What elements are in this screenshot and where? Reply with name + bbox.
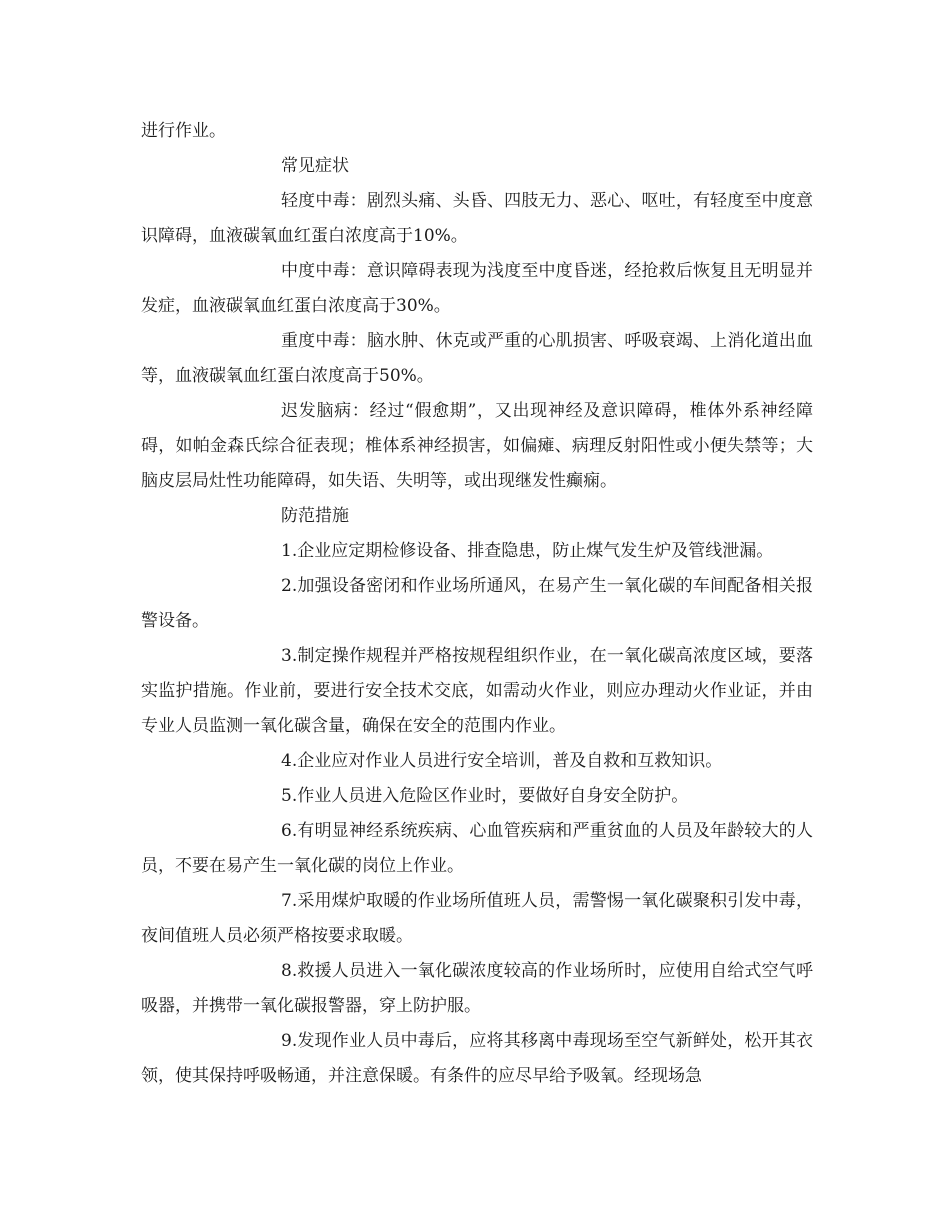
document-body bbox=[141, 114, 813, 1094]
section-heading-prevention: 防范措施 bbox=[281, 506, 349, 526]
paragraph-moderate-poisoning: 中度中毒：意识障碍表现为浅度至中度昏迷，经抢救后恢复且无明显并发症，血液碳氧血红蛋白浓度高于30%。 bbox=[141, 261, 813, 316]
prevention-item-2: 2.加强设备密闭和作业场所通风，在易产生一氧化碳的车间配备相关报警设备。 bbox=[141, 576, 813, 631]
paragraph-mild-poisoning: 轻度中毒：剧烈头痛、头昏、四肢无力、恶心、呕吐，有轻度至中度意识障碍，血液碳氧血红蛋白浓度高于10%。 bbox=[141, 191, 813, 246]
paragraph-delayed-encephalopathy: 迟发脑病：经过“假愈期”，又出现神经及意识障碍，椎体外系神经障碍，如帕金森氏综合征表现；椎体系神经损害，如偏瘫、病理反射阳性或小便失禁等；大脑皮层局灶性功能障碍，如失语、失明等，或出现继发性癫痫。 bbox=[141, 401, 813, 491]
prevention-item-7: 7.采用煤炉取暖的作业场所值班人员，需警惕一氧化碳聚积引发中毒，夜间值班人员必须严格按要求取暖。 bbox=[141, 891, 813, 946]
prevention-item-9: 9.发现作业人员中毒后，应将其移离中毒现场至空气新鲜处，松开其衣领，使其保持呼吸畅通，并注意保暖。有条件的应尽早给予吸氧。经现场急 bbox=[141, 1031, 813, 1086]
prevention-item-4: 4.企业应对作业人员进行安全培训，普及自救和互救知识。 bbox=[281, 751, 723, 771]
paragraph-continuation: 进行作业。 bbox=[141, 121, 226, 141]
prevention-item-6: 6.有明显神经系统疾病、心血管疾病和严重贫血的人员及年龄较大的人员，不要在易产生一氧化碳的岗位上作业。 bbox=[141, 821, 813, 876]
prevention-item-1: 1.企业应定期检修设备、排查隐患，防止煤气发生炉及管线泄漏。 bbox=[281, 541, 774, 561]
prevention-item-8: 8.救援人员进入一氧化碳浓度较高的作业场所时，应使用自给式空气呼吸器，并携带一氧化碳报警器，穿上防护服。 bbox=[141, 961, 813, 1016]
prevention-item-3: 3.制定操作规程并严格按规程组织作业，在一氧化碳高浓度区域，要落实监护措施。作业前，要进行安全技术交底，如需动火作业，则应办理动火作业证，并由专业人员监测一氧化碳含量，确保在安全的范围内作业。 bbox=[141, 646, 813, 736]
section-heading-symptoms: 常见症状 bbox=[281, 156, 349, 176]
paragraph-severe-poisoning: 重度中毒：脑水肿、休克或严重的心肌损害、呼吸衰竭、上消化道出血等，血液碳氧血红蛋白浓度高于50%。 bbox=[141, 331, 813, 386]
prevention-item-5: 5.作业人员进入危险区作业时，要做好自身安全防护。 bbox=[281, 786, 689, 806]
